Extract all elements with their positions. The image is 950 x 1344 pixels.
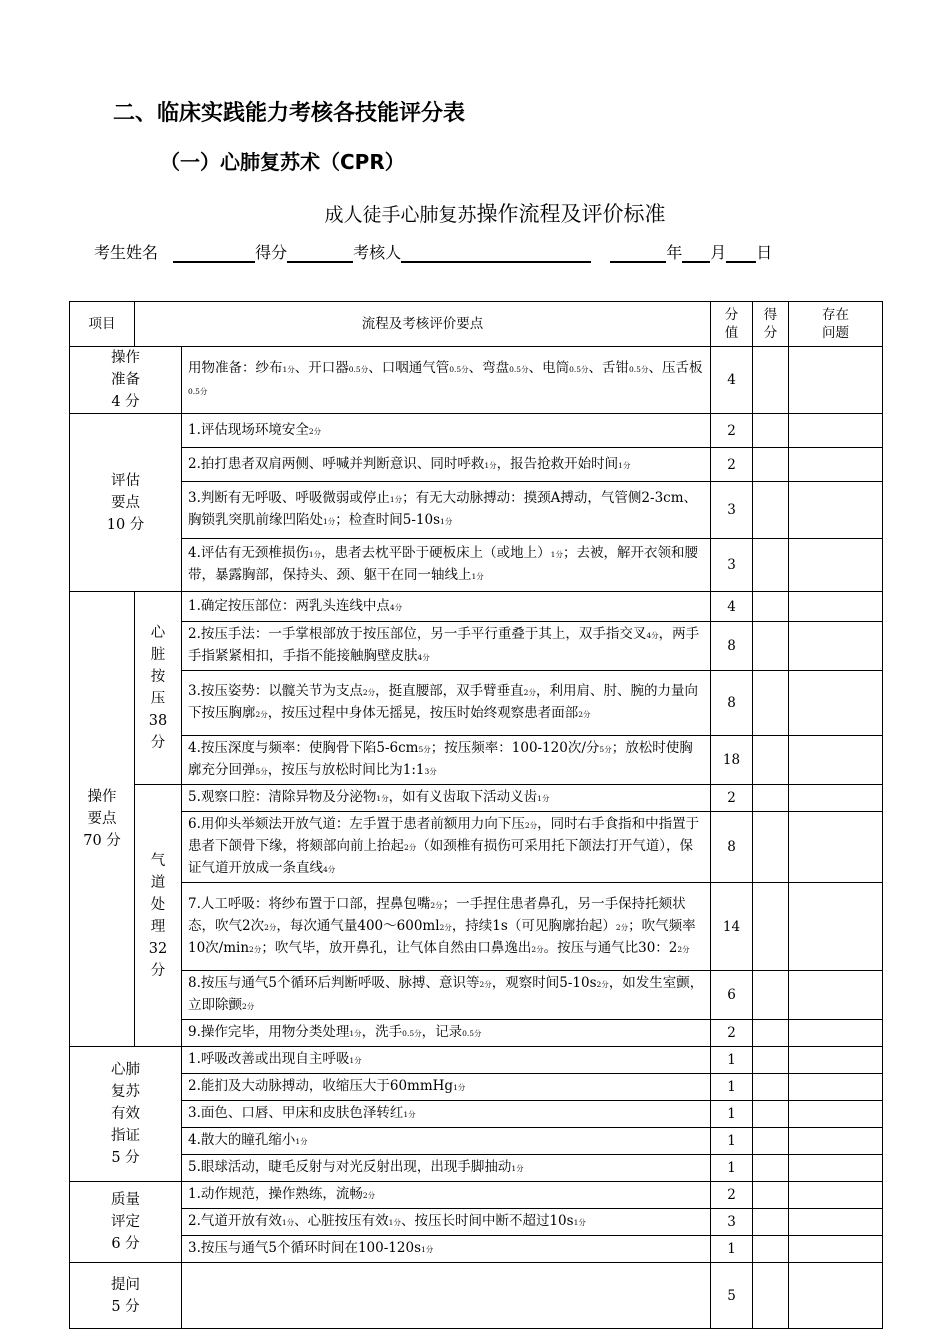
- criteria-text: 7.人工呼吸：将纱布置于口部，捏鼻包嘴: [188, 895, 431, 912]
- point-note: 4分: [323, 865, 336, 874]
- point-value: 1: [711, 1101, 753, 1128]
- issue-cell[interactable]: [789, 812, 883, 883]
- issue-cell[interactable]: [789, 1074, 883, 1101]
- criteria-text: 1.呼吸改善或出现自主呼吸: [188, 1051, 350, 1067]
- criteria-text: ，按压过程中身体无摇晃，按压时始终观察患者面部: [267, 705, 579, 721]
- criteria-text: ，如发生室颤，立即除颤: [188, 975, 704, 1013]
- point-note: 1分: [389, 495, 403, 504]
- criteria-text: ，患者去枕平卧于硬板床上（或地上）: [321, 545, 551, 561]
- table-row: [70, 1047, 883, 1074]
- header-issue: 存在 问题: [789, 302, 883, 347]
- table-row: [70, 671, 883, 736]
- criteria-text: ；吹气毕，放开鼻孔，让气体自然由口鼻逸出: [261, 939, 532, 956]
- score-cell[interactable]: [753, 812, 789, 883]
- criteria-text: 、舌钳: [588, 360, 630, 376]
- point-note: 4分: [646, 631, 659, 640]
- criteria-text: 3.面色、口唇、甲床和皮肤色泽转红: [188, 1105, 404, 1121]
- point-note: 1分: [511, 1164, 524, 1173]
- section-label: 操作 要点 70 分: [70, 592, 135, 1047]
- score-cell[interactable]: [753, 1020, 789, 1047]
- score-cell[interactable]: [753, 736, 789, 785]
- criteria-cell: [182, 622, 711, 671]
- criteria-text: 、开口器: [294, 360, 349, 376]
- criteria-cell: [182, 448, 711, 482]
- criteria-text: 1.动作规范，操作熟练，流畅: [188, 1186, 363, 1202]
- year-label: 年: [666, 243, 683, 262]
- issue-cell[interactable]: [789, 1101, 883, 1128]
- point-value: 3: [711, 1209, 753, 1236]
- criteria-text: 3.判断有无呼吸、呼吸微弱或停止: [188, 490, 390, 506]
- score-cell[interactable]: [753, 347, 789, 414]
- point-value: 8: [711, 622, 753, 671]
- point-note: 1分: [308, 550, 322, 559]
- point-value: 1: [711, 1047, 753, 1074]
- table-row: [70, 482, 883, 539]
- month-label: 月: [710, 243, 727, 262]
- table-row: [70, 414, 883, 448]
- month-blank[interactable]: [682, 243, 710, 263]
- section-label: 评估 要点 10 分: [70, 414, 182, 592]
- criteria-cell: [182, 347, 711, 414]
- table-row: [70, 1263, 883, 1329]
- point-note: 1分: [440, 517, 453, 526]
- criteria-cell: [182, 1236, 711, 1263]
- score-cell[interactable]: [753, 448, 789, 482]
- point-note: 1分: [453, 1083, 466, 1092]
- point-note: 5分: [255, 767, 268, 776]
- criteria-cell: [182, 482, 711, 539]
- point-note: 2分: [308, 426, 322, 436]
- point-note: 2分: [404, 843, 417, 852]
- criteria-text: ；检查时间5-10s: [335, 512, 441, 528]
- criteria-cell: [182, 785, 711, 812]
- score-cell[interactable]: [753, 1101, 789, 1128]
- year-blank[interactable]: [610, 243, 666, 263]
- point-note: 1分: [349, 1029, 362, 1038]
- point-value: 8: [711, 812, 753, 883]
- score-cell[interactable]: [753, 482, 789, 539]
- criteria-text: ，记录: [421, 1024, 463, 1040]
- score-cell[interactable]: [753, 1263, 789, 1329]
- criteria-text: ，每次通气量400～600ml: [276, 917, 440, 934]
- criteria-cell: [182, 1101, 711, 1128]
- point-note: 1分: [537, 794, 550, 803]
- score-cell[interactable]: [753, 971, 789, 1020]
- criteria-text: 、按压长时间中断不超过10s: [400, 1213, 574, 1229]
- table-row: [70, 448, 883, 482]
- score-cell[interactable]: [753, 539, 789, 592]
- criteria-text: ；放松时使胸廓充分回弹: [188, 740, 693, 778]
- point-note: 2分: [255, 710, 268, 719]
- point-value: 5: [711, 1263, 753, 1329]
- point-value: 2: [711, 414, 753, 448]
- point-note: 2分: [249, 944, 262, 954]
- point-note: 5分: [599, 745, 612, 754]
- criteria-text: 3.按压姿势：以髋关节为支点: [188, 683, 363, 699]
- header-item: 项目: [70, 302, 135, 347]
- issue-cell[interactable]: [789, 482, 883, 539]
- criteria-text: 4.评估有无颈椎损伤: [188, 545, 309, 561]
- table-row: [70, 1236, 883, 1263]
- section-label: 心肺 复苏 有效 指证 5 分: [70, 1047, 182, 1182]
- criteria-text: （如颈椎有损伤可采用托下颌法打开气道），保证气道开放成一条直线: [188, 838, 694, 876]
- criteria-text: 2.能扪及大动脉搏动，收缩压大于60mmHg: [188, 1078, 454, 1094]
- criteria-text: 、口咽通气管: [368, 360, 450, 376]
- score-cell[interactable]: [753, 1236, 789, 1263]
- criteria-text: ；吹气频率10次/min: [188, 917, 696, 956]
- header-value: 分 值: [711, 302, 753, 347]
- criteria-text: ，洗手: [361, 1024, 403, 1040]
- issue-cell[interactable]: [789, 347, 883, 414]
- criteria-cell: [182, 812, 711, 883]
- point-note: 1分: [421, 1245, 434, 1254]
- criteria-text: 。按压与通气比30：2: [543, 939, 678, 956]
- criteria-cell: [182, 1182, 711, 1209]
- point-note: 1分: [295, 1137, 308, 1146]
- issue-cell[interactable]: [789, 1047, 883, 1074]
- point-note: 1分: [403, 1110, 416, 1119]
- criteria-cell: [182, 1128, 711, 1155]
- criteria-cell: [182, 671, 711, 736]
- examiner-blank[interactable]: [401, 243, 591, 263]
- point-value: 2: [711, 785, 753, 812]
- criteria-text: ，挺直腰部，双手臂垂直: [375, 683, 524, 699]
- criteria-text: ，报告抢救开始时间: [496, 455, 619, 472]
- table-row: [70, 1074, 883, 1101]
- point-note: 2分: [362, 688, 376, 697]
- point-value: 14: [711, 883, 753, 971]
- point-note: 1分: [388, 1218, 401, 1227]
- name-label: 考生姓名: [94, 243, 159, 262]
- examiner-label: 考核人: [353, 243, 402, 262]
- criteria-cell: [182, 736, 711, 785]
- point-value: 2: [711, 1020, 753, 1047]
- table-row: [70, 1020, 883, 1047]
- header-content: 流程及考核评价要点: [135, 302, 711, 347]
- subsection-label: 心 脏 按 压 38 分: [135, 592, 182, 785]
- criteria-text: ，如有义齿取下活动义齿: [388, 789, 538, 805]
- criteria-cell: [182, 1209, 711, 1236]
- table-row: [70, 592, 883, 622]
- table-row: [70, 1209, 883, 1236]
- table-row: [70, 971, 883, 1020]
- form-title: [0, 198, 950, 228]
- point-note: 1分: [376, 794, 389, 803]
- criteria-cell: [182, 1155, 711, 1182]
- criteria-text: 1.评估现场环境安全: [188, 421, 309, 438]
- point-note: 0.5分: [462, 1029, 482, 1038]
- issue-cell[interactable]: [789, 671, 883, 736]
- issue-cell[interactable]: [789, 1263, 883, 1329]
- issue-cell[interactable]: [789, 1236, 883, 1263]
- score-cell[interactable]: [753, 1155, 789, 1182]
- point-note: 3分: [424, 767, 437, 776]
- criteria-text: 8.按压与通气5个循环后判断呼吸、脉搏、意识等: [188, 975, 480, 991]
- criteria-text: 5.眼球活动，睫毛反射与对光反射出现，出现手脚抽动: [188, 1159, 512, 1175]
- point-note: 2分: [479, 980, 492, 989]
- criteria-text: ；有无大动脉搏动：摸颈A搏动，气管侧2-3cm、胸锁乳突肌前缘凹陷处: [188, 490, 698, 528]
- criteria-cell: [182, 1263, 711, 1329]
- issue-cell[interactable]: [789, 592, 883, 622]
- point-note: 1分: [471, 572, 484, 581]
- point-note: 2分: [242, 1002, 255, 1011]
- name-blank[interactable]: [173, 243, 255, 263]
- score-cell[interactable]: [753, 1128, 789, 1155]
- header-score: 得 分: [753, 302, 789, 347]
- examinee-info-line: [94, 240, 772, 263]
- point-note: 2分: [531, 944, 544, 954]
- point-value: 2: [711, 448, 753, 482]
- section-label: 操作 准备 4 分: [70, 347, 182, 414]
- point-note: 2分: [578, 710, 591, 719]
- point-note: 2分: [523, 688, 536, 697]
- issue-cell[interactable]: [789, 414, 883, 448]
- criteria-text: 、心脏按压有效: [294, 1213, 389, 1229]
- criteria-text: 、压舌板: [648, 360, 703, 376]
- form-title-suffix: 操作流程及评价标准: [476, 202, 666, 226]
- criteria-text: 2.拍打患者双肩两侧、呼喊并判断意识、同时呼救: [188, 455, 485, 472]
- criteria-text: ，观察时间5-10s: [491, 975, 597, 991]
- criteria-text: ，持续1s（可见胸廓抬起）: [451, 917, 616, 934]
- point-value: 3: [711, 539, 753, 592]
- criteria-text: ；按压频率：100-120次/分: [430, 740, 600, 756]
- criteria-cell: [182, 592, 711, 622]
- criteria-text: 、弯盘: [468, 360, 510, 376]
- point-note: 1分: [618, 460, 631, 470]
- point-value: 4: [711, 592, 753, 622]
- issue-cell[interactable]: [789, 448, 883, 482]
- point-note: 0.5分: [509, 365, 529, 374]
- score-cell[interactable]: [753, 1209, 789, 1236]
- criteria-cell: [182, 1020, 711, 1047]
- header-row: [70, 302, 883, 347]
- criteria-text: 1.确定按压部位：两乳头连线中点: [188, 597, 390, 614]
- table-row: [70, 347, 883, 414]
- criteria-text: ；去被，解开衣领和腰带，暴露胸部，保持头、颈、躯干在同一轴线上: [188, 545, 698, 583]
- score-cell[interactable]: [753, 671, 789, 736]
- point-value: 6: [711, 971, 753, 1020]
- issue-cell[interactable]: [789, 1182, 883, 1209]
- point-value: 1: [711, 1155, 753, 1182]
- score-cell[interactable]: [753, 1047, 789, 1074]
- point-note: 2分: [430, 900, 443, 910]
- issue-cell[interactable]: [789, 622, 883, 671]
- point-note: 0.5分: [188, 387, 208, 396]
- point-value: 8: [711, 671, 753, 736]
- point-note: 1分: [484, 460, 497, 470]
- criteria-text: 用物准备：纱布: [188, 360, 283, 376]
- point-value: 4: [711, 347, 753, 414]
- issue-cell[interactable]: [789, 1209, 883, 1236]
- criteria-text: 5.观察口腔：清除异物及分泌物: [188, 789, 377, 805]
- day-label: 日: [756, 243, 773, 262]
- criteria-cell: [182, 1074, 711, 1101]
- point-note: 4分: [417, 653, 430, 662]
- point-value: 1: [711, 1074, 753, 1101]
- issue-cell[interactable]: [789, 736, 883, 785]
- point-value: 1: [711, 1236, 753, 1263]
- table-row: [70, 785, 883, 812]
- criteria-cell: [182, 414, 711, 448]
- criteria-text: 2.按压手法：一手掌根部放于按压部位，另一手平行重叠于其上，双手指交叉: [188, 626, 647, 642]
- table-row: [70, 883, 883, 971]
- criteria-text: 6.用仰头举颏法开放气道：左手置于患者前额用力向下压: [188, 816, 525, 832]
- point-note: 2分: [439, 922, 452, 932]
- score-blank[interactable]: [287, 243, 353, 263]
- score-cell[interactable]: [753, 414, 789, 448]
- score-cell[interactable]: [753, 785, 789, 812]
- table-row: [70, 1155, 883, 1182]
- point-note: 1分: [550, 550, 563, 559]
- point-note: 2分: [596, 980, 609, 989]
- score-cell[interactable]: [753, 1182, 789, 1209]
- subsection-label: 气 道 处 理 32 分: [135, 785, 182, 1047]
- issue-cell[interactable]: [789, 1020, 883, 1047]
- table-row: [70, 622, 883, 671]
- point-note: 0.5分: [348, 365, 369, 374]
- point-note: 1分: [323, 517, 336, 526]
- score-cell[interactable]: [753, 883, 789, 971]
- criteria-text: 2.气道开放有效: [188, 1213, 282, 1229]
- point-value: 3: [711, 482, 753, 539]
- scoring-table: [69, 301, 883, 1329]
- point-value: 1: [711, 1128, 753, 1155]
- point-note: 1分: [281, 1218, 295, 1227]
- form-title-prefix: 成人徒手心肺复苏: [324, 204, 477, 226]
- point-note: 1分: [282, 365, 295, 374]
- subsection-heading: （一）心肺复苏术（CPR）: [160, 150, 405, 174]
- criteria-cell: [182, 971, 711, 1020]
- table-row: [70, 539, 883, 592]
- issue-cell[interactable]: [789, 971, 883, 1020]
- table-row: [70, 736, 883, 785]
- criteria-cell: [182, 1047, 711, 1074]
- issue-cell[interactable]: [789, 785, 883, 812]
- point-note: 5分: [418, 745, 431, 754]
- point-note: 1分: [573, 1218, 586, 1227]
- section-label: 质量 评定 6 分: [70, 1182, 182, 1263]
- criteria-text: ，利用肩、肘、腕的力量向下按压胸廓: [188, 683, 698, 721]
- point-note: 2分: [362, 1191, 376, 1200]
- criteria-cell: [182, 539, 711, 592]
- issue-cell[interactable]: [789, 1155, 883, 1182]
- point-note: 0.5分: [569, 365, 589, 374]
- point-note: 1分: [349, 1056, 362, 1065]
- issue-cell[interactable]: [789, 883, 883, 971]
- criteria-text: 9.操作完毕，用物分类处理: [188, 1024, 350, 1040]
- score-cell[interactable]: [753, 592, 789, 622]
- criteria-text: 、电筒: [528, 360, 570, 376]
- table-row: [70, 1128, 883, 1155]
- point-note: 2分: [524, 821, 538, 830]
- table-row: [70, 812, 883, 883]
- score-cell[interactable]: [753, 622, 789, 671]
- criteria-text: ，按压与放松时间比为1:1: [267, 762, 425, 778]
- point-note: 0.5分: [629, 365, 649, 374]
- section-heading: 二、临床实践能力考核各技能评分表: [113, 101, 466, 126]
- table-row: [70, 1101, 883, 1128]
- point-note: 2分: [264, 922, 277, 932]
- point-note: 0.5分: [449, 365, 469, 374]
- section-label: 提问 5 分: [70, 1263, 182, 1329]
- issue-cell[interactable]: [789, 1128, 883, 1155]
- table-row: [70, 1182, 883, 1209]
- score-cell[interactable]: [753, 1074, 789, 1101]
- point-value: 18: [711, 736, 753, 785]
- point-note: 2分: [615, 922, 629, 932]
- criteria-text: ；一手捏住患者鼻孔，另一手保持托颏状态，吹气2次: [188, 895, 686, 934]
- score-label: 得分: [255, 243, 288, 262]
- point-note: 2分: [677, 944, 690, 954]
- criteria-text: ，同时右手食指和中指置于患者下颌骨下缘，将颏部向前上抬起: [188, 816, 700, 854]
- criteria-text: ，两手手指紧紧相扣，手指不能接触胸壁皮肤: [188, 626, 700, 664]
- point-note: 0.5分: [402, 1029, 422, 1038]
- criteria-text: 4.按压深度与频率：使胸骨下陷5-6cm: [188, 740, 419, 756]
- point-value: 2: [711, 1182, 753, 1209]
- point-note: 4分: [389, 602, 403, 612]
- day-blank[interactable]: [726, 243, 756, 263]
- criteria-cell: [182, 883, 711, 971]
- issue-cell[interactable]: [789, 539, 883, 592]
- criteria-text: 4.散大的瞳孔缩小: [188, 1132, 296, 1148]
- criteria-text: 3.按压与通气5个循环时间在100-120s: [188, 1240, 421, 1256]
